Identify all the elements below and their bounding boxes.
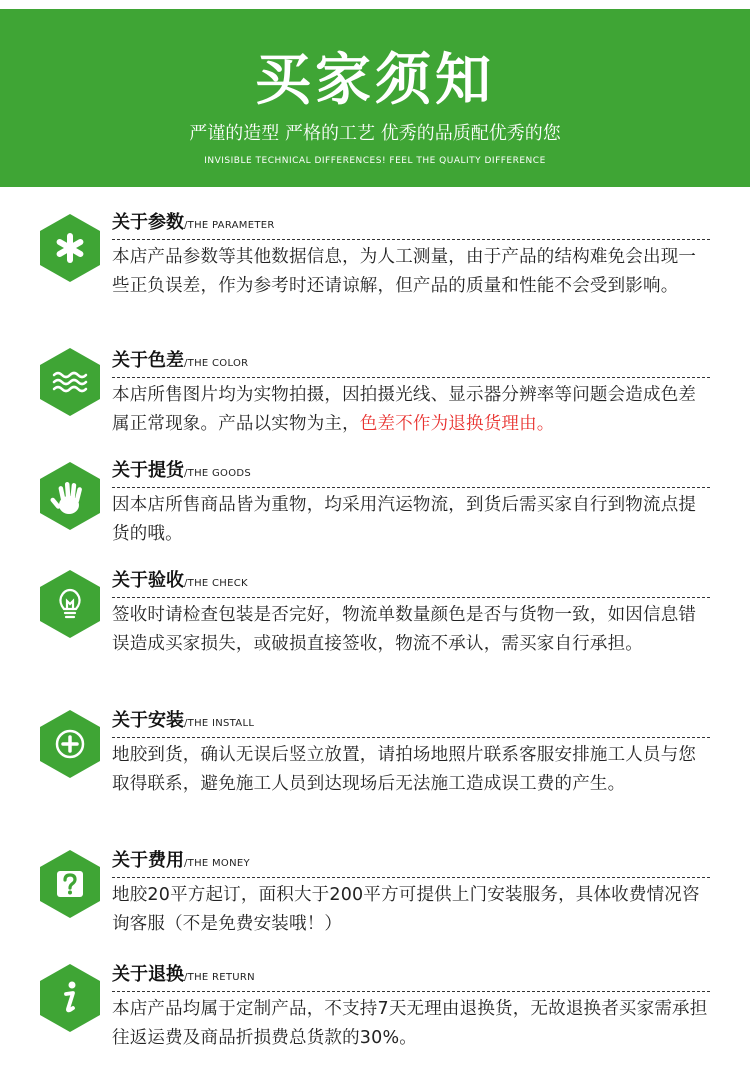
section-body: 本店所售图片均为实物拍摄，因拍摄光线、显示器分辨率等问题会造成色差属正常现象。产品以实物为主，色差不作为退换货理由。: [112, 385, 697, 434]
plus-circle-icon: [40, 710, 100, 778]
section-body: 地胶到货，确认无误后竖立放置，请拍场地照片联系客服安排施工人员与您取得联系，避免施工人员到达现场后无法施工造成误工费的产生。: [112, 745, 697, 794]
divider: [112, 487, 710, 488]
divider: [112, 737, 710, 738]
divider: [112, 239, 710, 240]
section-title: 关于色差/THE COLOR: [112, 350, 249, 371]
divider: [112, 377, 710, 378]
section-body: 本店产品均属于定制产品，不支持7天无理由退换货，无故退换者买家需承担往返运费及商品折损费总货款的30%。: [112, 999, 708, 1048]
section-body: 地胶20平方起订，面积大于200平方可提供上门安装服务，具体收费情况咨询客服（不是免费安装哦！）: [112, 885, 700, 934]
section-title: 关于验收/THE CHECK: [112, 570, 248, 591]
section-body: 因本店所售商品皆为重物，均采用汽运物流，到货后需买家自行到物流点提货的哦。: [112, 495, 697, 544]
info-icon: [40, 964, 100, 1032]
page-title: 买家须知: [255, 48, 495, 113]
section-body: 本店产品参数等其他数据信息，为人工测量，由于产品的结构难免会出现一些正负误差，作为参考时还请谅解，但产品的质量和性能不会受到影响。: [112, 247, 697, 296]
divider: [112, 597, 710, 598]
highlight-text: 色差不作为退换货理由。: [359, 414, 555, 434]
asterisk-icon: [40, 214, 100, 282]
header-banner: [0, 9, 750, 187]
header-subtitle: 严谨的造型 严格的工艺 优秀的品质配优秀的您: [189, 123, 561, 144]
question-icon: [40, 850, 100, 918]
divider: [112, 877, 710, 878]
section-title: 关于参数/THE PARAMETER: [112, 212, 275, 233]
section-title: 关于提货/THE GOODS: [112, 460, 252, 481]
lightbulb-icon: [40, 570, 100, 638]
section-title: 关于退换/THE RETURN: [112, 964, 255, 985]
section-title: 关于费用/THE MONEY: [112, 850, 250, 871]
header-english-subtitle: INVISIBLE TECHNICAL DIFFERENCES! FEEL THE QUALITY DIFFERENCE: [204, 156, 546, 166]
hand-icon: [40, 462, 100, 530]
section-title: 关于安装/THE INSTALL: [112, 710, 255, 731]
divider: [112, 991, 710, 992]
section-body: 签收时请检查包装是否完好，物流单数量颜色是否与货物一致，如因信息错误造成买家损失，或破损直接签收，物流不承认，需买家自行承担。: [112, 605, 697, 654]
waves-icon: [40, 348, 100, 416]
